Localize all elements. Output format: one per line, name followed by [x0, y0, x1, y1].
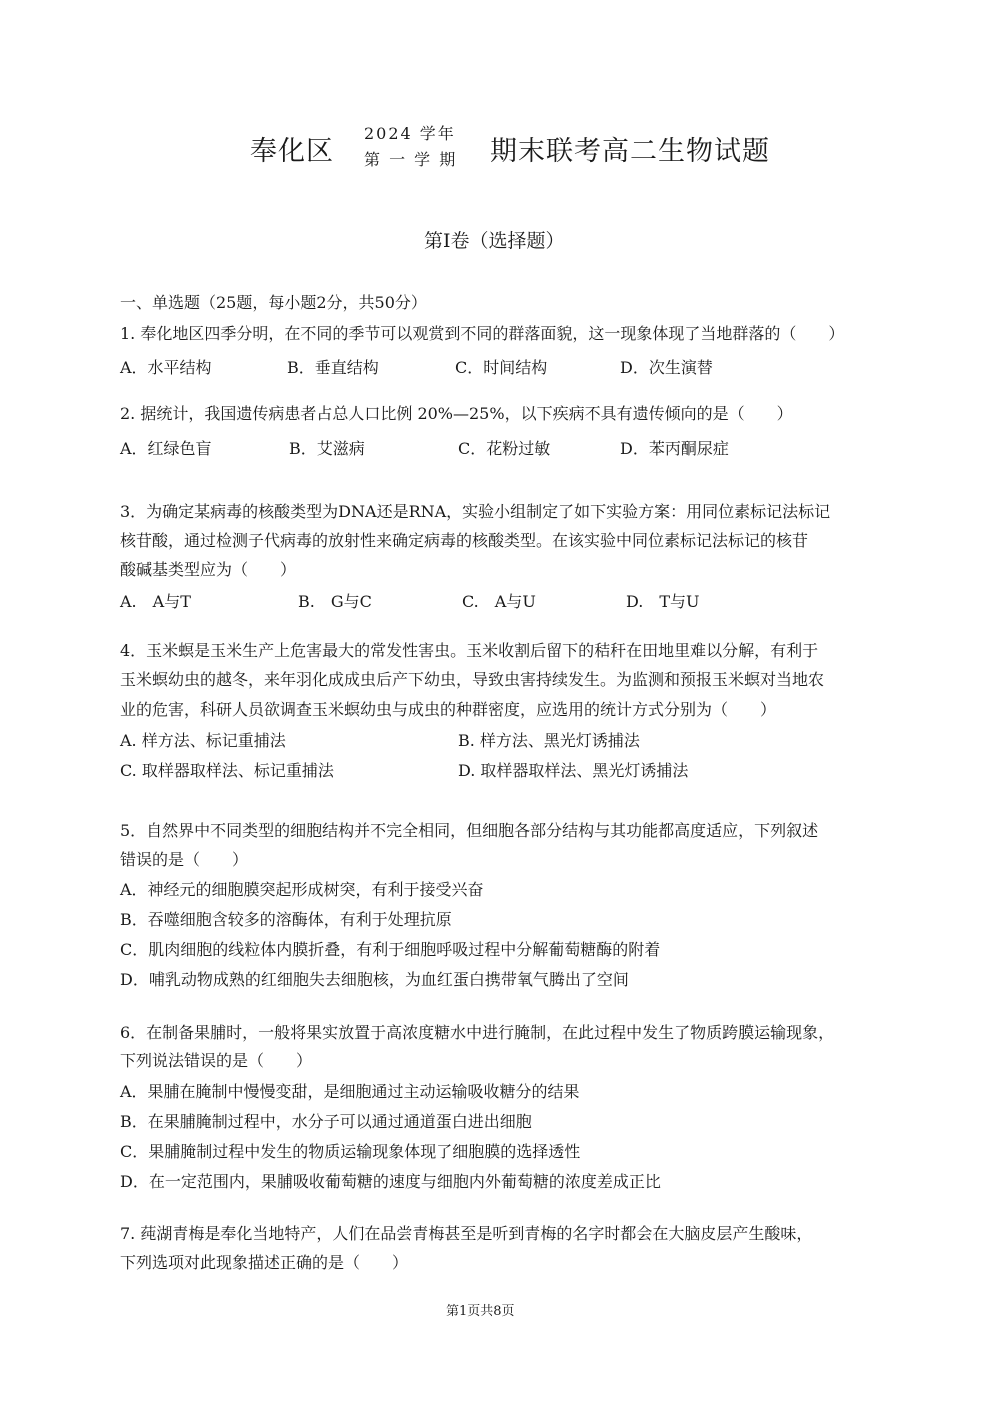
question-1-option-d: D．次生演替: [620, 358, 713, 377]
question-2-option-b: B．艾滋病: [289, 439, 365, 458]
question-6-option-b: B．在果脯腌制过程中，水分子可以通过通道蛋白进出细胞: [120, 1112, 532, 1131]
question-6-line-2: 下列说法错误的是（ ）: [120, 1051, 313, 1070]
question-3-line-2: 核苷酸，通过检测子代病毒的放射性来确定病毒的核酸类型。在该实验中同位素标记法标记的核苷: [120, 531, 809, 550]
page-number: 第1页共8页: [446, 1304, 515, 1319]
question-1-option-a: A．水平结构: [120, 358, 212, 377]
question-4-line-2: 玉米螟幼虫的越冬，来年羽化成成虫后产下幼虫，导致虫害持续发生。为监测和预报玉米螟对当地农: [120, 670, 825, 689]
question-1-option-b: B．垂直结构: [287, 358, 379, 377]
question-3-option-d: D. T与U: [626, 592, 700, 611]
question-7-line-1: 7. 莼湖青梅是奉化当地特产，人们在品尝青梅甚至是听到青梅的名字时都会在大脑皮层产生酸味，: [120, 1224, 813, 1243]
question-6-option-d: D．在一定范围内，果脯吸收葡萄糖的速度与细胞内外葡萄糖的浓度差成正比: [120, 1172, 661, 1191]
question-3-line-1: 3．为确定某病毒的核酸类型为DNA还是RNA，实验小组制定了如下实验方案：用同位素标记法标记: [120, 502, 831, 521]
question-3-option-a: A. A与T: [120, 592, 191, 611]
question-2-stem: 2. 据统计，我国遗传病患者占总人口比例 20%—25%，以下疾病不具有遗传倾向的是（ ）: [120, 404, 793, 423]
question-5-line-2: 错误的是（ ）: [120, 850, 249, 869]
question-6-option-c: C．果脯腌制过程中发生的物质运输现象体现了细胞膜的选择透性: [120, 1142, 581, 1161]
question-4-option-a: A. 样方法、标记重捕法: [120, 731, 286, 750]
question-4-line-3: 业的危害，科研人员欲调查玉米螟幼虫与成虫的种群密度，应选用的统计方式分别为（ ）: [120, 700, 777, 719]
exam-title: 期末联考高二生物试题: [490, 136, 770, 167]
question-3-option-c: C. A与U: [462, 592, 536, 611]
semester: 第 一 学 期: [364, 150, 458, 169]
school-year: 2024 学年: [364, 124, 456, 143]
question-5-line-1: 5．自然界中不同类型的细胞结构并不完全相同，但细胞各部分结构与其功能都高度适应，下列叙述: [120, 821, 819, 840]
question-7-line-2: 下列选项对此现象描述正确的是（ ）: [120, 1253, 409, 1272]
district-title: 奉化区: [250, 136, 334, 167]
question-4-line-1: 4．玉米螟是玉米生产上危害最大的常发性害虫。玉米收割后留下的秸秆在田地里难以分解，有利于: [120, 641, 819, 660]
question-5-option-a: A．神经元的细胞膜突起形成树突，有利于接受兴奋: [120, 880, 484, 899]
section-title: 第Ⅰ卷（选择题）: [424, 230, 565, 252]
question-6-line-1: 6．在制备果脯时，一般将果实放置于高浓度糖水中进行腌制，在此过程中发生了物质跨膜运输现象，: [120, 1023, 835, 1042]
question-6-option-a: A．果脯在腌制中慢慢变甜，是细胞通过主动运输吸收糖分的结果: [120, 1082, 580, 1101]
question-5-option-d: D．哺乳动物成熟的红细胞失去细胞核，为血红蛋白携带氧气腾出了空间: [120, 970, 629, 989]
question-4-option-b: B. 样方法、黑光灯诱捕法: [458, 731, 640, 750]
question-2-option-c: C．花粉过敏: [458, 439, 551, 458]
question-4-option-c: C. 取样器取样法、标记重捕法: [120, 761, 334, 780]
question-3-line-3: 酸碱基类型应为（ ）: [120, 560, 297, 579]
question-5-option-b: B．吞噬细胞含较多的溶酶体，有利于处理抗原: [120, 910, 452, 929]
question-5-option-c: C．肌肉细胞的线粒体内膜折叠，有利于细胞呼吸过程中分解葡萄糖酶的附着: [120, 940, 661, 959]
question-2-option-a: A．红绿色盲: [120, 439, 212, 458]
question-2-option-d: D．苯丙酮尿症: [620, 439, 729, 458]
part-heading: 一、单选题（25题，每小题2分，共50分）: [120, 293, 427, 312]
question-1-stem: 1. 奉化地区四季分明，在不同的季节可以观赏到不同的群落面貌，这一现象体现了当地群落的（ ）: [120, 324, 845, 343]
question-4-option-d: D. 取样器取样法、黑光灯诱捕法: [458, 761, 689, 780]
question-3-option-b: B. G与C: [298, 592, 372, 611]
question-1-option-c: C．时间结构: [455, 358, 548, 377]
